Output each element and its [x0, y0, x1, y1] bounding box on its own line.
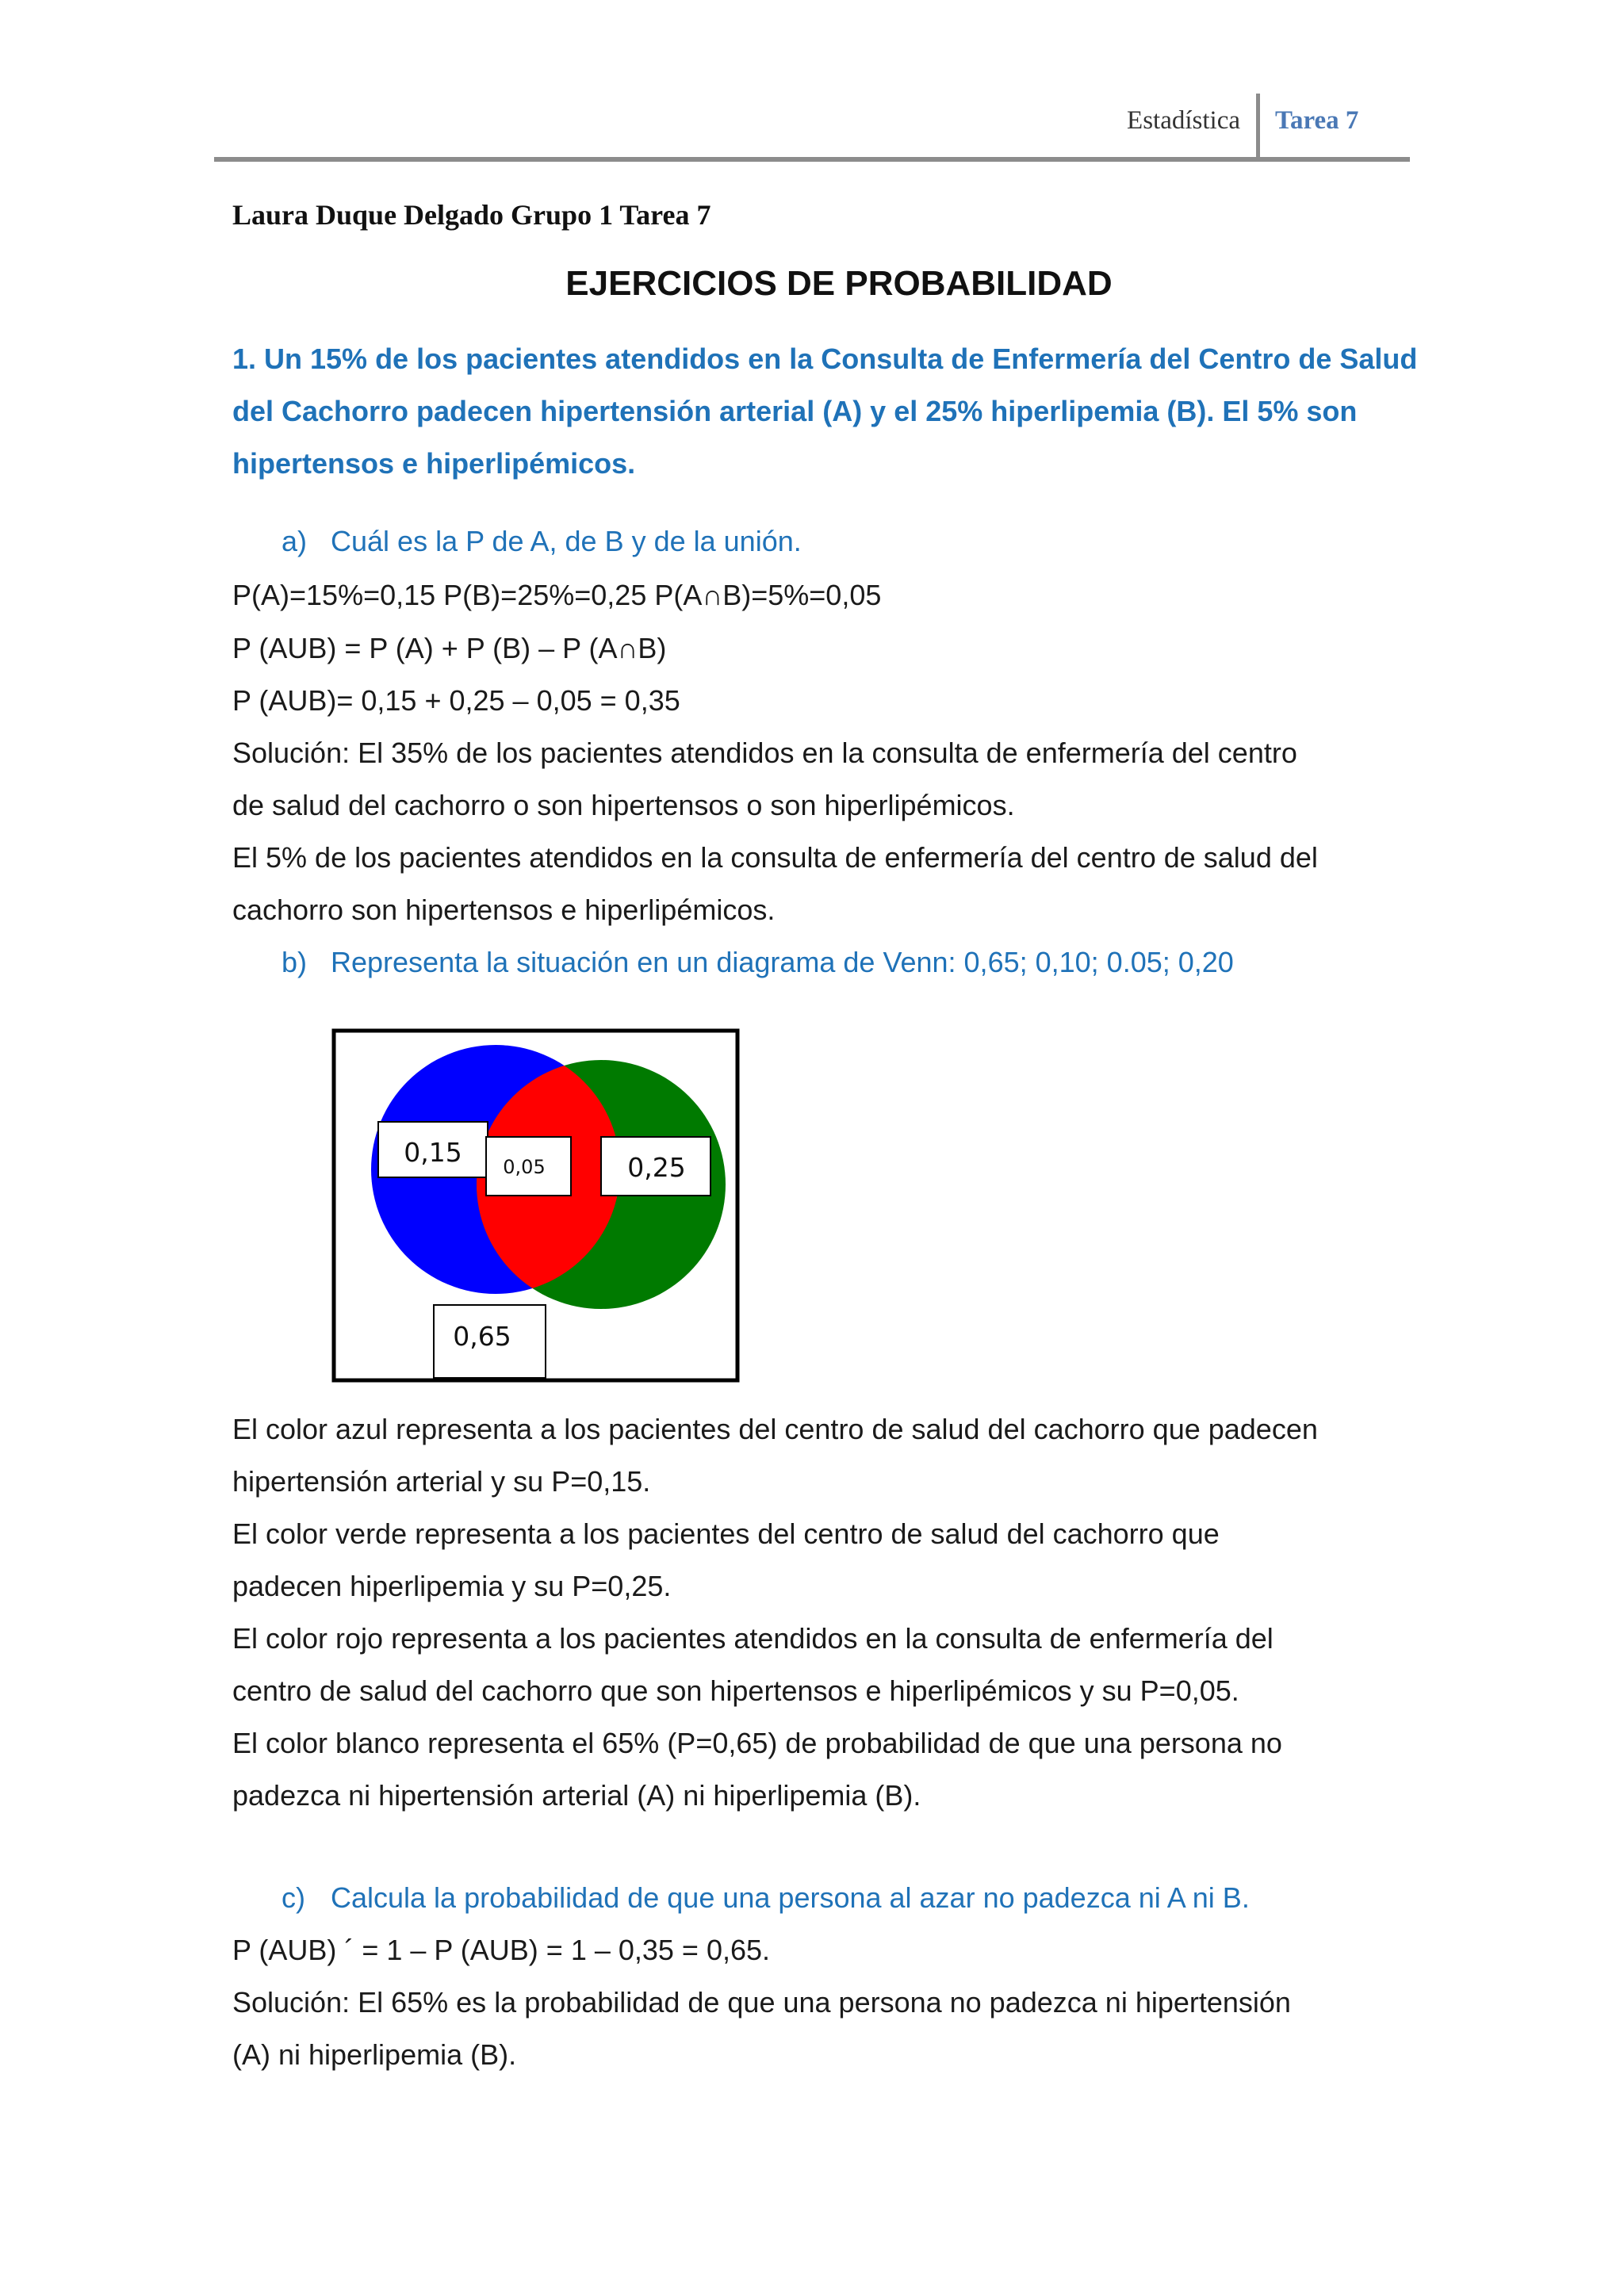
question-b [282, 946, 1234, 979]
answer-line: P (AUB) = P (A) + P (B) – P (A∩B) [232, 632, 667, 664]
answer-line: de salud del cachorro o son hipertensos o son hiperlipémicos. [232, 789, 1015, 821]
header-subject: Estadística [1127, 106, 1240, 135]
question-b-label: b) [282, 946, 308, 978]
explanation-line: El color rojo representa a los pacientes atendidos en la consulta de enfermería del [232, 1622, 1274, 1655]
label-outside: 0,65 [453, 1321, 511, 1352]
question-c [282, 1881, 1250, 1915]
answer-line: Solución: El 35% de los pacientes atendidos en la consulta de enfermería del centro [232, 737, 1297, 769]
answer-line: P (AUB) ´ = 1 – P (AUB) = 1 – 0,35 = 0,65. [232, 1934, 771, 1966]
answer-line: Solución: El 65% es la probabilidad de que una persona no padezca ni hipertensión [232, 1986, 1291, 2019]
question-a [282, 525, 802, 558]
header-task: Tarea 7 [1275, 106, 1359, 135]
explanation-line: hipertensión arterial y su P=0,15. [232, 1465, 651, 1498]
author-line: Laura Duque Delgado Grupo 1 Tarea 7 [232, 199, 711, 231]
answer-line: P (AUB)= 0,15 + 0,25 – 0,05 = 0,35 [232, 684, 680, 717]
explanation-line: El color verde representa a los pacientes del centro de salud del cachorro que [232, 1517, 1220, 1550]
label-intersection: 0,05 [503, 1156, 546, 1178]
question-c-text: Calcula la probabilidad de que una persona al azar no padezca ni A ni B. [331, 1881, 1250, 1914]
explanation-line: El color blanco representa el 65% (P=0,65) de probabilidad de que una persona no [232, 1727, 1282, 1759]
question-b-text: Representa la situación en un diagrama de Venn: 0,65; 0,10; 0.05; 0,20 [331, 946, 1234, 978]
venn-svg [331, 1028, 740, 1383]
explanation-line: centro de salud del cachorro que son hipertensos e hiperlipémicos y su P=0,05. [232, 1674, 1239, 1707]
answer-line: P(A)=15%=0,15 P(B)=25%=0,25 P(A∩B)=5%=0,05 [232, 579, 882, 611]
answer-line: cachorro son hipertensos e hiperlipémicos. [232, 894, 776, 926]
answer-line: El 5% de los pacientes atendidos en la consulta de enfermería del centro de salud del [232, 841, 1318, 874]
document-title: EJERCICIOS DE PROBABILIDAD [565, 264, 1113, 303]
header-rule [214, 157, 1410, 162]
question-a-text: Cuál es la P de A, de B y de la unión. [331, 525, 802, 557]
problem-statement: 1. Un 15% de los pacientes atendidos en la Consulta de Enfermería del Centro de Salud del Cachorro padecen hipertensión arterial (A) y el 25% hiperlipemia (B). El 5% son hipertensos e hiperlipémicos. [232, 342, 1418, 480]
answer-line: (A) ni hiperlipemia (B). [232, 2038, 517, 2071]
question-a-label: a) [282, 525, 308, 557]
question-c-label: c) [282, 1881, 305, 1914]
explanation-line: padezca ni hipertensión arterial (A) ni hiperlipemia (B). [232, 1779, 921, 1812]
explanation-line: padecen hiperlipemia y su P=0,25. [232, 1570, 672, 1602]
label-b-only: 0,25 [627, 1152, 686, 1183]
page-header [214, 94, 1410, 162]
header-separator [1256, 94, 1260, 162]
label-a-only: 0,15 [404, 1137, 462, 1168]
venn-diagram [331, 1028, 740, 1383]
explanation-line: El color azul representa a los pacientes del centro de salud del cachorro que padecen [232, 1413, 1318, 1445]
